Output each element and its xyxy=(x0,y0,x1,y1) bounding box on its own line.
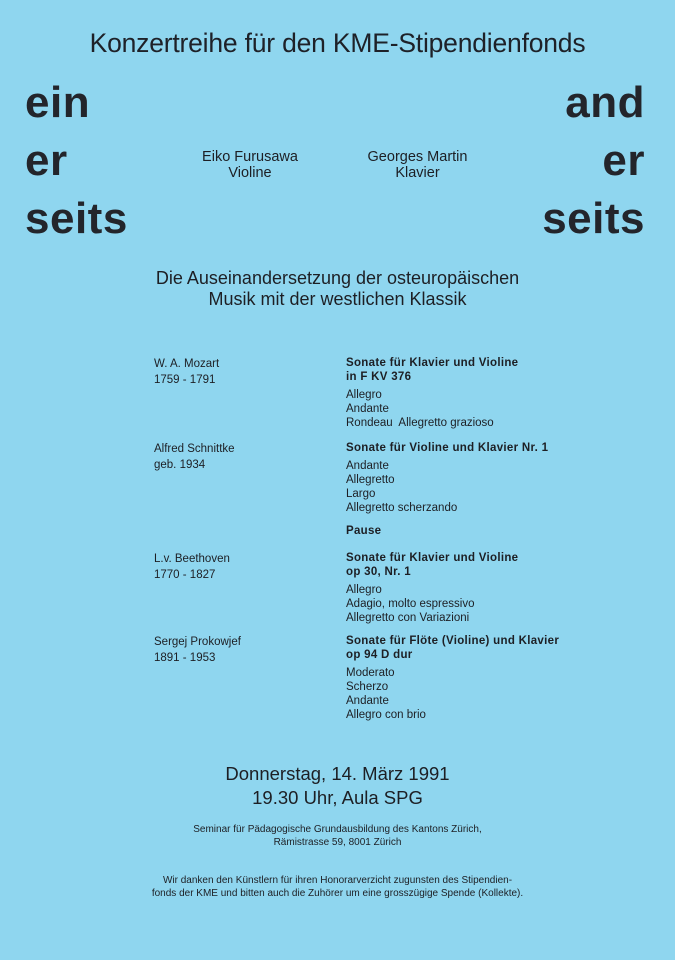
performer-instrument: Klavier xyxy=(395,165,440,181)
composer-dates: 1759 - 1791 xyxy=(154,374,216,386)
right-heading xyxy=(542,74,645,248)
work-title-line-1: Sonate für Klavier und Violine xyxy=(346,357,519,369)
composer-dates: 1891 - 1953 xyxy=(154,652,216,664)
composer-name: L.v. Beethoven xyxy=(154,553,230,565)
movement-list xyxy=(346,459,548,515)
venue-line-2: Rämistrasse 59, 8001 Zürich xyxy=(273,837,402,848)
left-heading-line-1: ein xyxy=(25,78,91,127)
work-title-line-2: in F KV 376 xyxy=(346,371,412,383)
movement: Adagio, molto espressivo xyxy=(346,598,475,610)
composer-name: Alfred Schnittke xyxy=(154,443,235,455)
event-date: Donnerstag, 14. März 1991 xyxy=(225,763,450,784)
pause-label: Pause xyxy=(346,525,382,537)
composer-dates: geb. 1934 xyxy=(154,459,206,471)
composer xyxy=(154,634,241,666)
work xyxy=(346,441,548,515)
composer xyxy=(154,551,230,583)
work xyxy=(346,551,518,625)
movement: Scherzo xyxy=(346,681,389,693)
venue-line-1: Seminar für Pädagogische Grundausbildung des Kantons Zürich, xyxy=(193,824,482,835)
subtitle-line-2: Musik mit der westlichen Klassik xyxy=(208,289,467,309)
work xyxy=(346,634,559,722)
movement: Andante xyxy=(346,460,389,472)
movement: Andante xyxy=(346,695,389,707)
movement: Allegro xyxy=(346,584,382,596)
composer-dates: 1770 - 1827 xyxy=(154,569,216,581)
thanks-line-1: Wir danken den Künstlern für ihren Honorarverzicht zugunsten des Stipendien- xyxy=(162,875,513,886)
movement: Andante xyxy=(346,403,389,415)
composer-name: W. A. Mozart xyxy=(154,358,220,370)
movement: Allegretto con Variazioni xyxy=(346,612,470,624)
venue-address xyxy=(0,823,675,849)
movement: Allegretto scherzando xyxy=(346,502,458,514)
composer xyxy=(154,441,235,473)
movement-list xyxy=(346,583,518,625)
subtitle-line-1: Die Auseinandersetzung der osteuropäischen xyxy=(155,268,520,288)
work xyxy=(346,356,518,430)
work-title-line-1: Sonate für Violine und Klavier Nr. 1 xyxy=(346,442,549,454)
performer-name: Eiko Furusawa xyxy=(202,149,298,165)
work-title-line-1: Sonate für Klavier und Violine xyxy=(346,552,519,564)
event-date-time xyxy=(0,762,675,810)
left-heading-line-3: seits xyxy=(25,194,128,243)
work-title-line-2: op 30, Nr. 1 xyxy=(346,566,411,578)
composer-name: Sergej Prokowjef xyxy=(154,636,241,648)
thanks-note xyxy=(0,874,675,900)
movement: Rondeau Allegretto grazioso xyxy=(346,417,494,429)
movement: Allegro con brio xyxy=(346,709,426,721)
right-heading-line-1: and xyxy=(565,78,645,127)
movement: Allegretto xyxy=(346,474,395,486)
concert-subtitle xyxy=(0,268,675,310)
left-heading xyxy=(25,74,128,248)
event-time-place: 19.30 Uhr, Aula SPG xyxy=(252,787,423,808)
movement: Allegro xyxy=(346,389,382,401)
thanks-line-2: fonds der KME und bitten auch die Zuhörer um eine grosszügige Spende (Kollekte). xyxy=(151,888,524,899)
right-heading-line-3: seits xyxy=(542,194,645,243)
series-title: Konzertreihe für den KME-Stipendienfonds xyxy=(89,28,586,58)
right-heading-line-2: er xyxy=(602,136,645,185)
performer-piano xyxy=(355,149,480,181)
performer-name: Georges Martin xyxy=(367,149,468,165)
movement: Largo xyxy=(346,488,376,500)
performer-instrument: Violine xyxy=(228,165,272,181)
performer-violin xyxy=(190,149,310,181)
work-title-line-2: op 94 D dur xyxy=(346,649,413,661)
work-title-line-1: Sonate für Flöte (Violine) und Klavier xyxy=(346,635,560,647)
movement-list xyxy=(346,388,518,430)
left-heading-line-2: er xyxy=(25,136,68,185)
composer xyxy=(154,356,219,388)
movement-list xyxy=(346,666,559,722)
movement: Moderato xyxy=(346,667,395,679)
